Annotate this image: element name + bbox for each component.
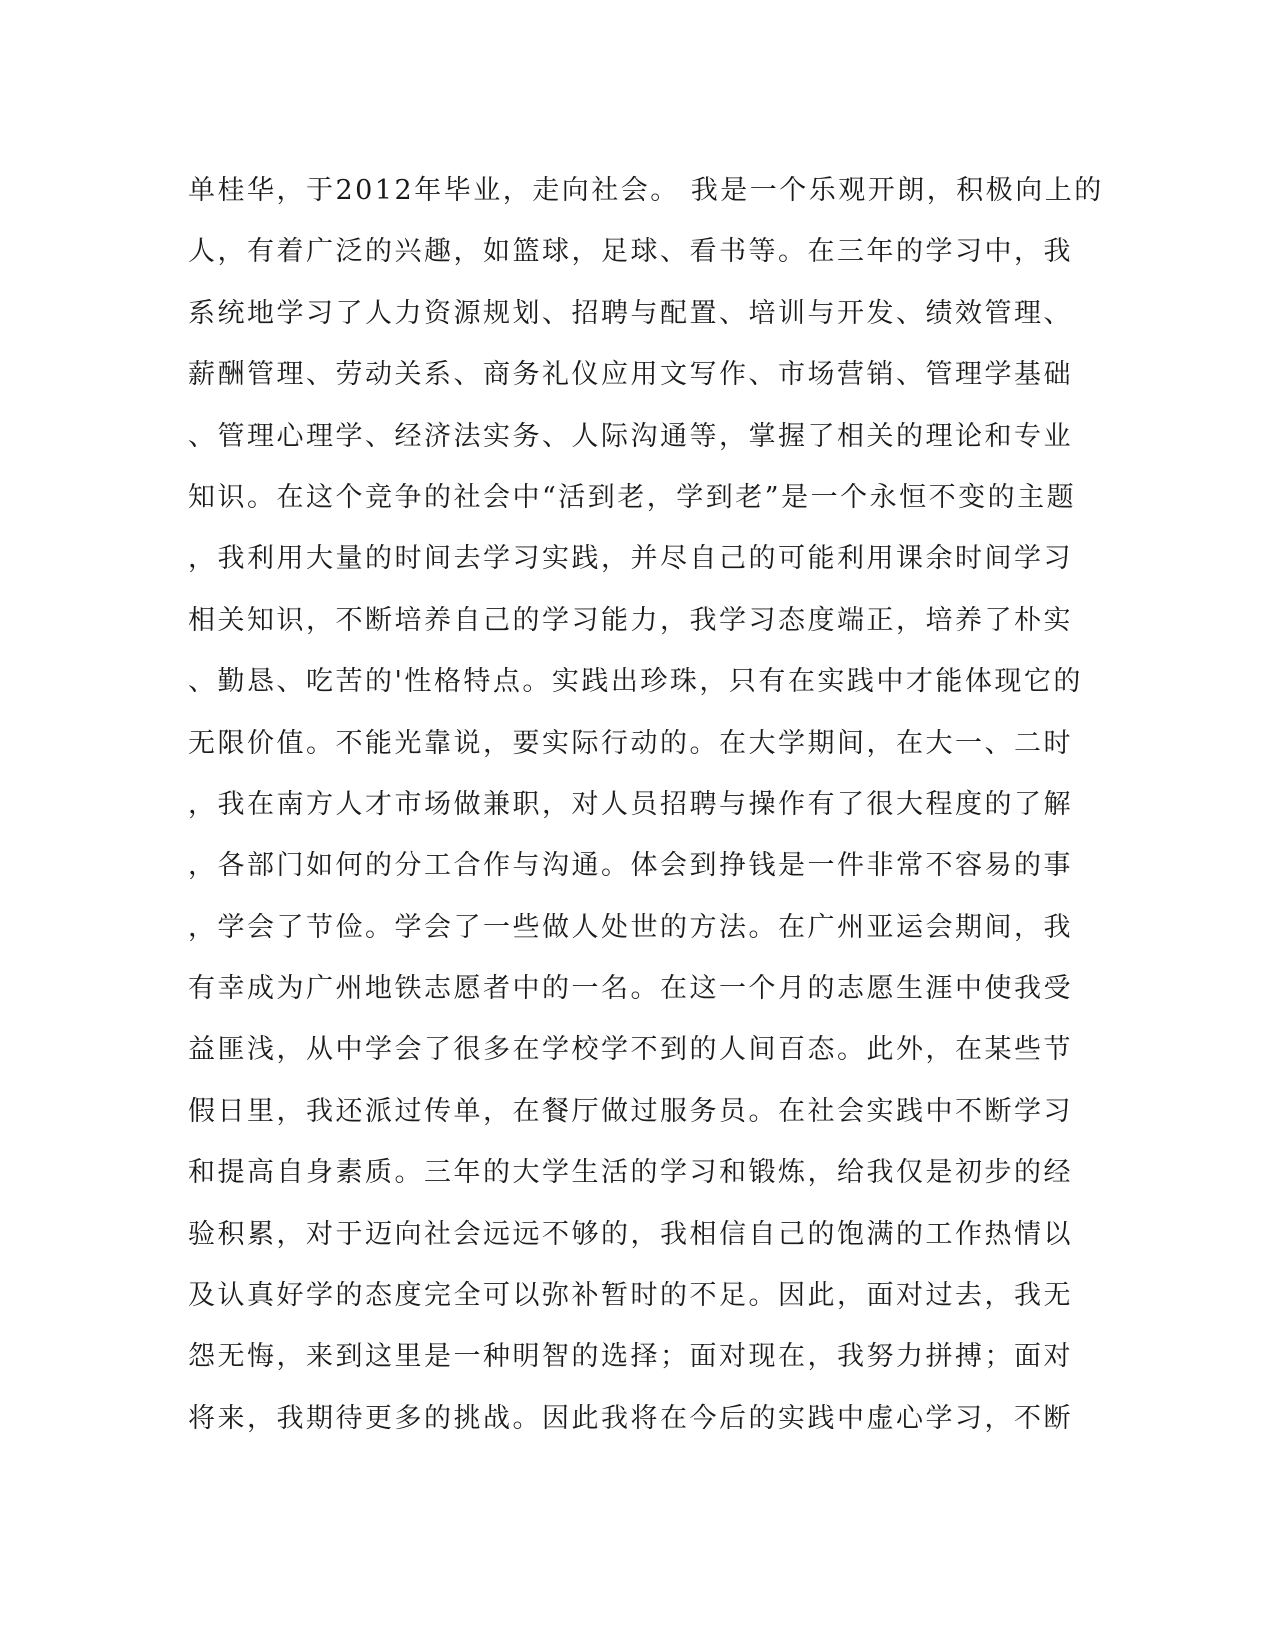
text-line: ，我利用大量的时间去学习实践，并尽自己的可能利用课余时间学习 [188,543,1073,575]
text-line: 单桂华，于2012年毕业，走向社会。 我是一个乐观开朗，积极向上的 [188,175,1104,206]
text-line: 相关知识，不断培养自己的学习能力，我学习态度端正，培养了朴实 [188,604,1073,636]
text-line: 和提高自身素质。三年的大学生活的学习和锻炼，给我仅是初步的经 [188,1157,1073,1189]
text-line: 人，有着广泛的兴趣，如篮球，足球、看书等。在三年的学习中，我 [188,236,1073,268]
text-line: 系统地学习了人力资源规划、招聘与配置、培训与开发、绩效管理、 [188,297,1073,329]
text-line: 将来，我期待更多的挑战。因此我将在今后的实践中虚心学习，不断 [188,1402,1073,1434]
text-line: 、勤恳、吃苦的'性格特点。实践出珍珠，只有在实践中才能体现它的 [188,666,1083,698]
text-line: 有幸成为广州地铁志愿者中的一名。在这一个月的志愿生涯中使我受 [188,973,1073,1005]
body-paragraph [188,160,1104,1449]
text-line: ，各部门如何的分工合作与沟通。体会到挣钱是一件非常不容易的事 [188,850,1073,882]
text-line: ，我在南方人才市场做兼职，对人员招聘与操作有了很大程度的了解 [188,788,1073,820]
text-line: 益匪浅，从中学会了很多在学校学不到的人间百态。此外，在某些节 [188,1034,1073,1066]
text-line: 知识。在这个竞争的社会中“活到老，学到老”是一个永恒不变的主题 [188,481,1077,513]
text-line: 薪酬管理、劳动关系、商务礼仪应用文写作、市场营销、管理学基础 [188,359,1073,391]
text-line: 怨无悔，来到这里是一种明智的选择；面对现在，我努力拼搏；面对 [188,1341,1073,1373]
text-line: ，学会了节俭。学会了一些做人处世的方法。在广州亚运会期间，我 [188,911,1073,943]
text-line: 、管理心理学、经济法实务、人际沟通等，掌握了相关的理论和专业 [188,420,1073,452]
text-line: 假日里，我还派过传单，在餐厅做过服务员。在社会实践中不断学习 [188,1095,1073,1127]
text-line: 及认真好学的态度完全可以弥补暂时的不足。因此，面对过去，我无 [188,1280,1073,1312]
text-line: 无限价值。不能光靠说，要实际行动的。在大学期间，在大一、二时 [188,727,1073,759]
text-line: 验积累，对于迈向社会远远不够的，我相信自己的饱满的工作热情以 [188,1218,1073,1250]
